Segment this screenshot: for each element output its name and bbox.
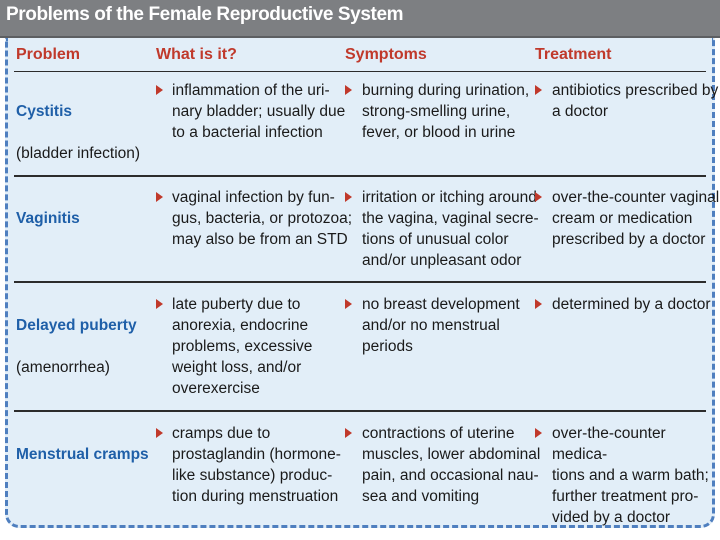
bullet-icon [156,428,163,438]
bullet-icon [156,192,163,202]
header-problem: Problem [16,46,81,63]
bullet-icon [345,299,352,309]
what-cell: vaginal infection by fun- gus, bacteria, or protozoa; may also be from an STD [172,189,353,248]
bullet-icon [535,85,542,95]
symptoms-cell: contractions of uterine muscles, lower abdominal pain, and occasional nau- sea and vomiting [362,425,541,505]
table-row [16,187,80,250]
bullet-icon [345,428,352,438]
what-cell: inflammation of the uri- nary bladder; usually due to a bacterial infection [172,82,346,141]
treatment-cell: antibiotics prescribed by a doctor [552,82,719,120]
treatment-cell: over-the-counter medica- tions and a warm bath; further treatment pro- vided by a doctor [552,425,709,526]
bullet-icon [535,299,542,309]
header-treatment: Treatment [535,46,612,63]
symptoms-cell: burning during urination, strong-smelling urine, fever, or blood in urine [362,82,530,141]
bullet-icon [156,299,163,309]
problem-name: Vaginitis [16,210,80,227]
table-row [16,423,149,486]
table-row [16,80,140,185]
header-symptoms: Symptoms [345,46,427,63]
row-divider [14,175,706,177]
header-divider [14,71,706,72]
problem-name: Cystitis [16,103,72,120]
symptoms-cell: no breast development and/or no menstrual periods [362,296,520,355]
problem-name: Delayed puberty [16,317,137,334]
treatment-cell: determined by a doctor [552,296,711,313]
page-title: Problems of the Female Reproductive System [6,4,404,25]
treatment-cell: over-the-counter vaginal cream or medication prescribed by a doctor [552,189,720,248]
what-cell: cramps due to prostaglandin (hormone- like substance) produc- tion during menstruation [172,425,341,505]
row-divider [14,410,706,412]
symptoms-cell: irritation or itching around the vagina, vaginal secre- tions of unusual color and/or unpleasant odor [362,189,539,269]
row-divider [14,281,706,283]
bullet-icon [345,192,352,202]
problem-subtitle: (amenorrhea) [16,359,110,376]
bullet-icon [535,428,542,438]
problem-name: Menstrual cramps [16,446,149,463]
table-row [16,294,137,399]
bullet-icon [156,85,163,95]
bullet-icon [535,192,542,202]
bullet-icon [345,85,352,95]
title-bar [0,0,720,38]
header-what: What is it? [156,46,237,63]
what-cell: late puberty due to anorexia, endocrine problems, excessive weight loss, and/or overexercise [172,296,313,397]
problem-subtitle: (bladder infection) [16,145,141,162]
